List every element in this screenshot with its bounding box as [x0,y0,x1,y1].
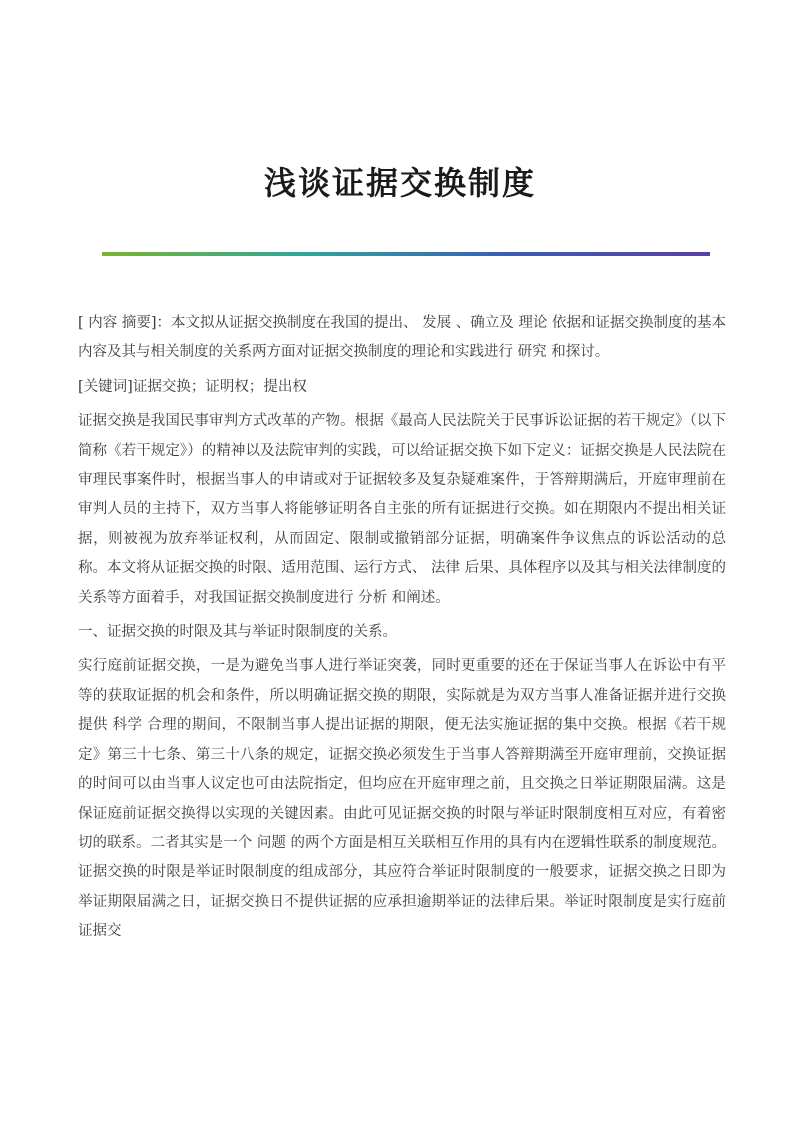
abstract-paragraph: [ 内容 摘要]：本文拟从证据交换制度在我国的提出、 发展 、确立及 理论 依据和证据交换制度的基本内容及其与相关制度的关系两方面对证据交换制度的理论和实践进行 研究 和探讨。 [78,315,726,361]
title-divider [102,252,710,256]
body-paragraph: 实行庭前证据交换，一是为避免当事人进行举证突袭，同时更重要的还在于保证当事人在诉讼中有平等的获取证据的机会和条件，所以明确证据交换的期限，实际就是为双方当事人准备证据并进行交换提供 科学 合理的期间，不限制当事人提出证据的期限，便无法实施证据的集中交换。根据《若干规定》第三十七条、第三十八条的规定，证据交换必须发生于当事人答辩期满至开庭审理前，交换证据的时间可以由当事人议定也可由法院指定，但均应在开庭审理之前，且交换之日举证期限届满。这是保证庭前证据交换得以实现的关键因素。由此可见证据交换的时限与举证时限制度相互对应，有着密切的联系。二者其实是一个 问题 的两个方面是相互关联相互作用的具有内在逻辑性联系的制度规范。证据交换的时限是举证时限制度的组成部分，其应符合举证时限制度的一般要求，证据交换之日即为举证期限届满之日，证据交换日不提供证据的应承担逾期举证的法律后果。举证时限制度是实行庭前证据交 [78,658,726,940]
keywords-line: [关键词]证据交换；证明权；提出权 [78,378,307,395]
document-title: 浅谈证据交换制度 [263,164,536,202]
section-heading: 一、证据交换的时限及其与举证时限制度的关系。 [78,624,397,641]
body-paragraph: 证据交换是我国民事审判方式改革的产物。根据《最高人民法院关于民事诉讼证据的若干规定》（以下简称《若干规定》）的精神以及法院审判的实践，可以给证据交换下如下定义：证据交换是人民法院在审理民事案件时，根据当事人的申请或对于证据较多及复杂疑难案件，于答辩期满后，开庭审理前在审判人员的主持下，双方当事人将能够证明各自主张的所有证据进行交换。如在期限内不提出相关证据，则被视为放弃举证权利，从而固定、限制或撤销部分证据，明确案件争议焦点的诉讼活动的总称。本文将从证据交换的时限、适用范围、运行方式、 法律 后果、具体程序以及其与相关法律制度的关系等方面着手，对我国证据交换制度进行 分析 和阐述。 [78,413,726,606]
document-body [78,309,726,952]
